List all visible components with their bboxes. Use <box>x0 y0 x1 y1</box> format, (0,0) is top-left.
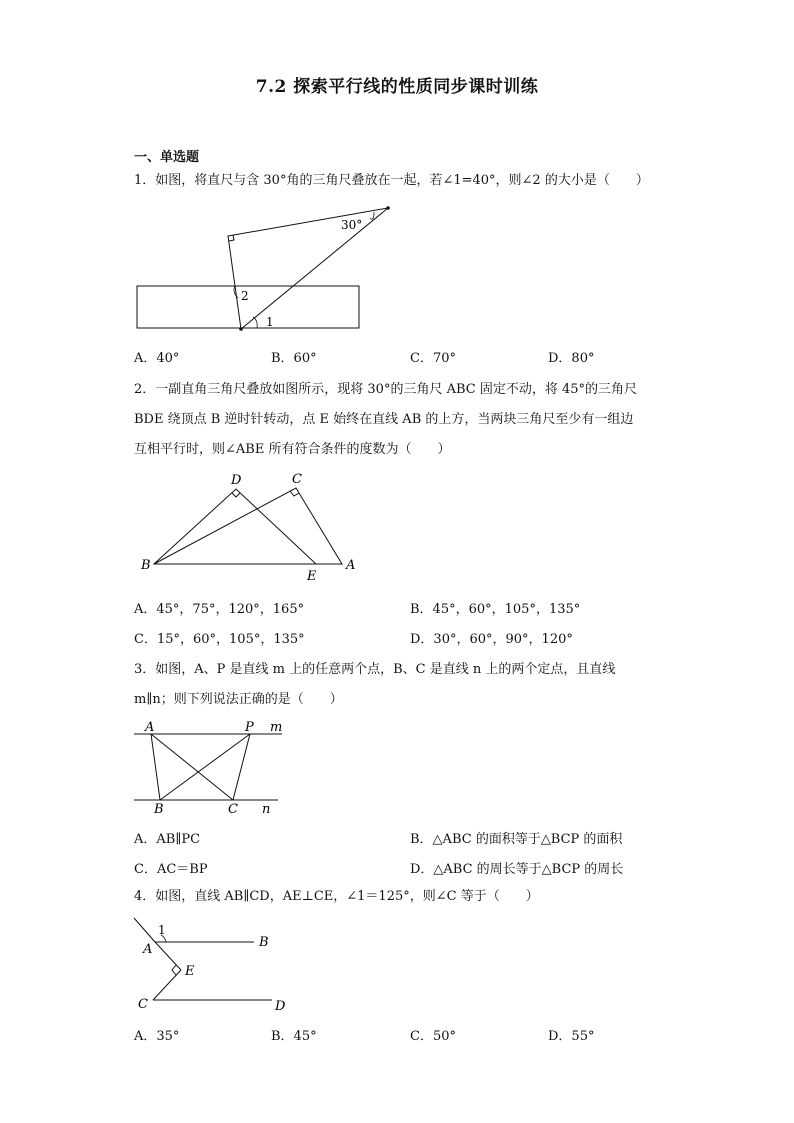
q1-option-a: A．40° <box>134 351 180 366</box>
q3-option-d: D．△ABC 的周长等于△BCP 的周长 <box>410 862 624 877</box>
q2-option-b: B．45°，60°，105°，135° <box>410 602 581 617</box>
q2-option-a: A．45°，75°，120°，165° <box>134 602 305 617</box>
label-c: C <box>138 997 148 1012</box>
page-title: 7.2 探索平行线的性质同步课时训练 <box>255 77 539 97</box>
label-d: D <box>275 999 286 1014</box>
line-extension <box>134 918 155 942</box>
label-e: E <box>185 964 195 979</box>
label-a: A <box>145 720 155 735</box>
q2-option-c: C．15°，60°，105°，135° <box>134 632 305 647</box>
label-b: B <box>154 802 164 817</box>
question-4-stem: 4．如图，直线 AB∥CD，AE⊥CE，∠1＝125°，则∠C 等于（ ） <box>134 889 539 904</box>
q3-option-a: A．AB∥PC <box>134 832 201 847</box>
label-b: B <box>141 558 151 573</box>
label-b: B <box>259 935 269 950</box>
q3-stem-line-1: 3．如图，A、P 是直线 m 上的任意两个点，B、C 是直线 n 上的两个定点，且直线 <box>134 662 616 677</box>
label-c: C <box>292 472 302 487</box>
q2-stem-line-1: 2．一副直角三角尺叠放如图所示，现将 30°的三角尺 ABC 固定不动，将 45°的三角尺 <box>134 382 638 397</box>
label-a: A <box>346 558 356 573</box>
q3-stem-line-2: m∥n；则下列说法正确的是（ ） <box>134 692 343 707</box>
question-1-stem: 1．如图，将直尺与含 30°角的三角尺叠放在一起，若∠1=40°，则∠2 的大小是（ ） <box>134 173 649 188</box>
label-a: A <box>143 942 153 957</box>
label-d: D <box>231 473 242 488</box>
q2-stem-line-3: 互相平行时，则∠ABE 所有符合条件的度数为（ ） <box>134 442 451 457</box>
q2-option-d: D．30°，60°，90°，120° <box>410 632 573 647</box>
q4-option-b: B．45° <box>271 1029 317 1044</box>
label-n: n <box>262 802 271 817</box>
q4-option-c: C．50° <box>410 1029 456 1044</box>
q3-option-c: C．AC＝BP <box>134 862 208 877</box>
label-p: P <box>245 720 254 735</box>
q2-stem-line-2: BDE 绕顶点 B 逆时针转动，点 E 始终在直线 AB 的上方，当两块三角尺至少有一组边 <box>134 412 634 427</box>
label-1: 1 <box>266 315 274 329</box>
q1-option-b: B．60° <box>271 351 317 366</box>
segment-ae <box>155 942 181 970</box>
label-e: E <box>307 569 317 584</box>
label-1: 1 <box>158 923 166 937</box>
label-2: 2 <box>241 289 249 303</box>
segment-ec <box>153 970 181 1000</box>
label-m: m <box>270 720 283 735</box>
right-angle-mark-e <box>172 965 176 975</box>
q1-option-c: C．70° <box>410 351 456 366</box>
label-30: 30° <box>341 218 363 232</box>
q4-option-d: D．55° <box>548 1029 595 1044</box>
q3-option-b: B．△ABC 的面积等于△BCP 的面积 <box>410 832 623 847</box>
label-c: C <box>228 802 238 817</box>
section-title: 一、单选题 <box>134 150 200 165</box>
q1-option-d: D．80° <box>548 351 595 366</box>
q4-option-a: A．35° <box>134 1029 180 1044</box>
